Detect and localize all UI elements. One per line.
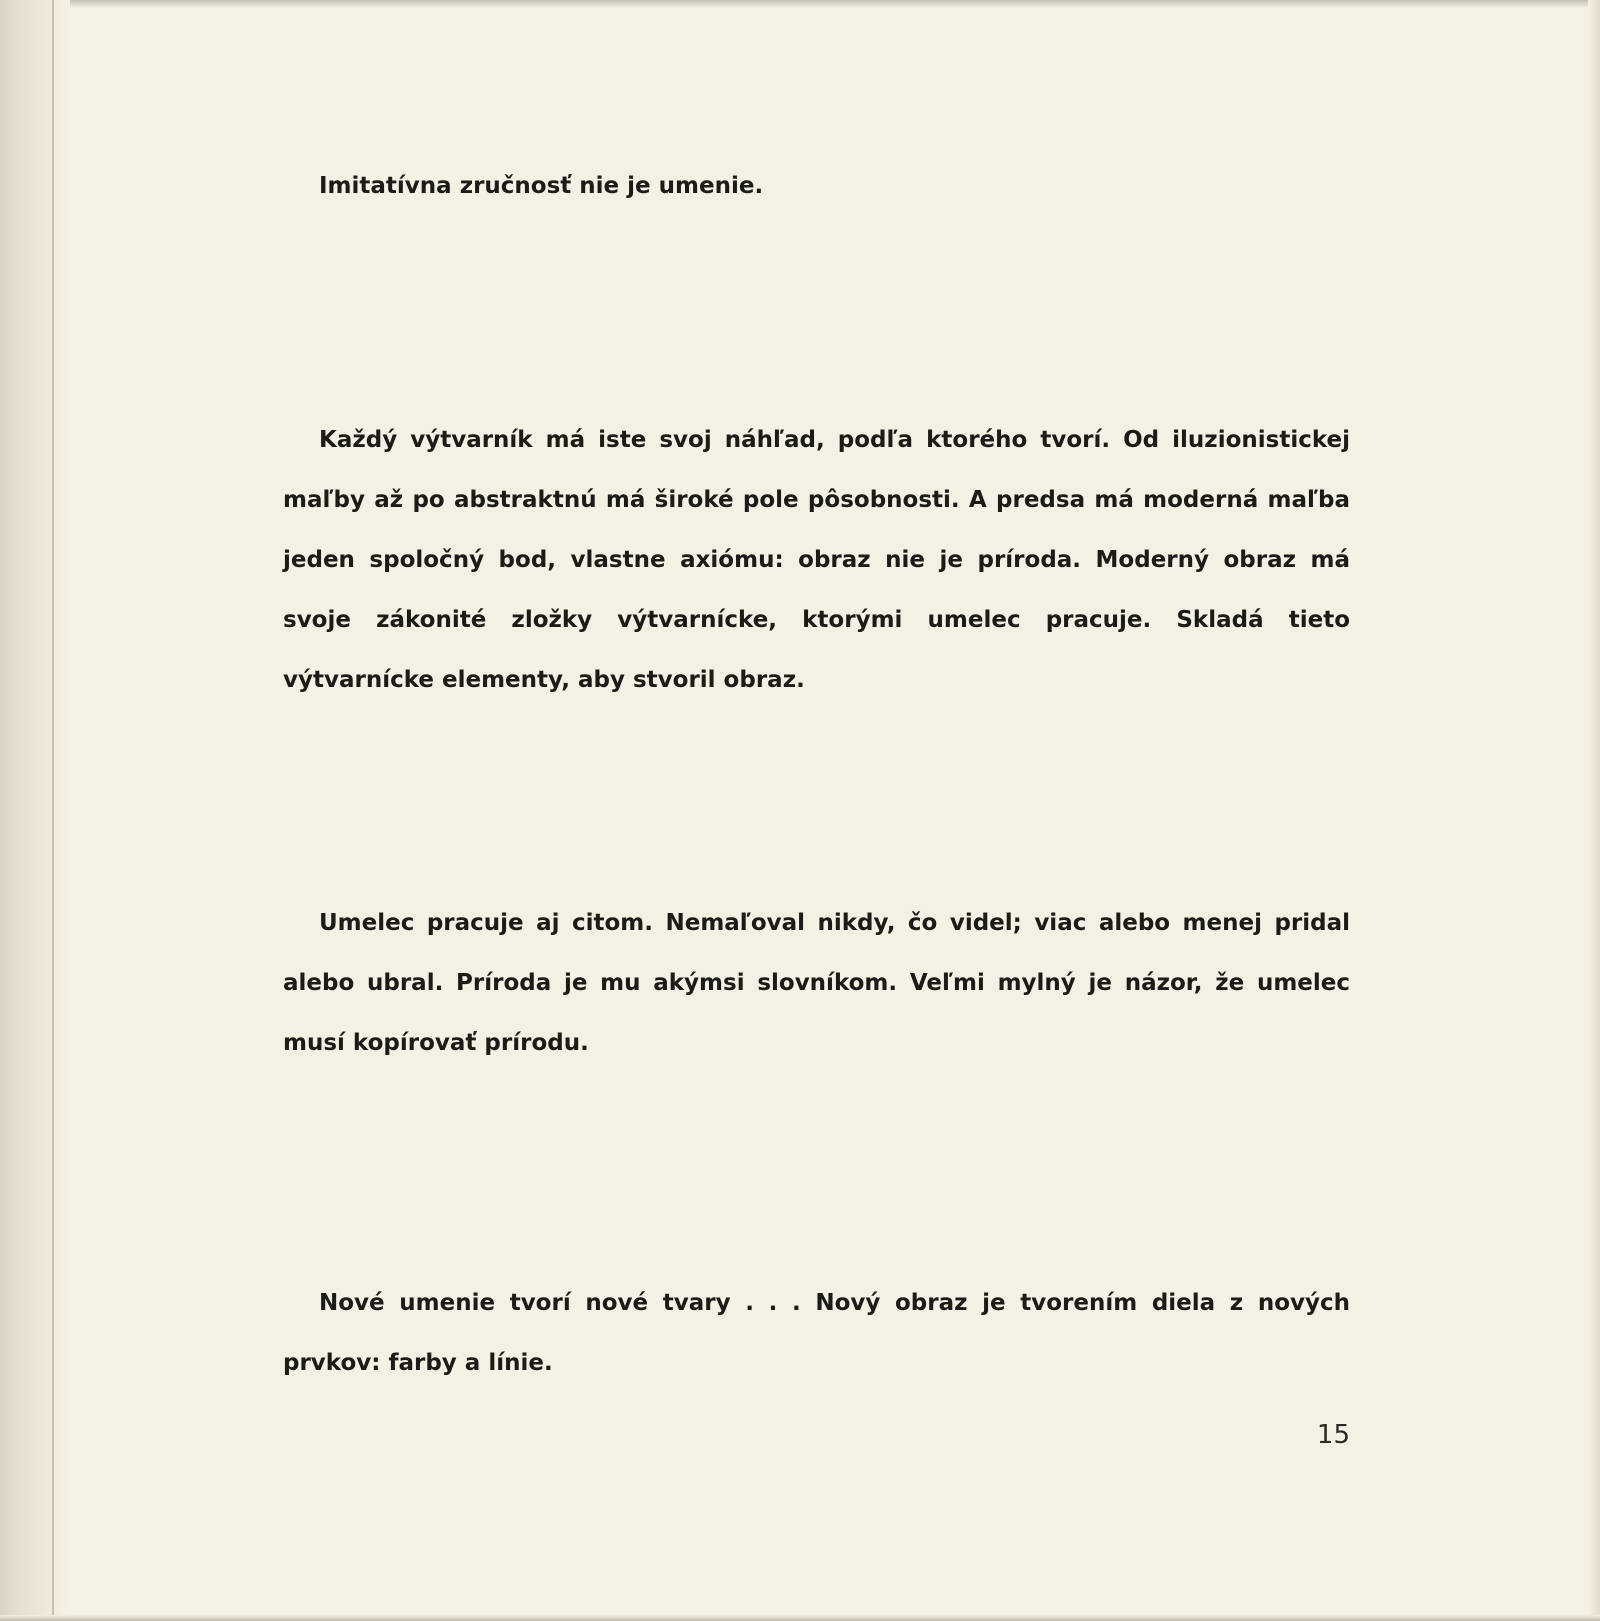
book-spine-shadow	[0, 0, 70, 1621]
page-top-edge	[0, 0, 1600, 8]
paragraph-2: Každý výtvarník má iste svoj náhľad, podľa ktorého tvorí. Od iluzionistickej maľby až po abstraktnú má široké pole pôsobnosti. A predsa má moderná maľba jeden spoločný bod, vlastne axiómu: obraz nie je príroda. Moderný obraz má svoje zákonité zložky výtvarnícke, ktorými umelec pracuje. Skladá tieto výtvarnícke elementy, aby stvoril obraz.	[283, 427, 1350, 693]
page-right-edge	[1588, 0, 1600, 1621]
book-spine-line	[52, 0, 54, 1621]
paragraph-1: Imitatívna zručnosť nie je umenie.	[319, 173, 764, 199]
paragraph-4: Nové umenie tvorí nové tvary . . . Nový obraz je tvorením diela z nových prvkov: farby a línie.	[283, 1290, 1350, 1376]
page-number: 15	[1316, 1420, 1350, 1450]
paragraph-3: Umelec pracuje aj citom. Nemaľoval nikdy, čo videl; viac alebo menej pridal alebo ubral. Príroda je mu akýmsi slovníkom. Veľmi mylný je názor, že umelec musí kopírovať prírodu.	[283, 910, 1350, 1056]
page-bottom-edge	[0, 1615, 1600, 1621]
